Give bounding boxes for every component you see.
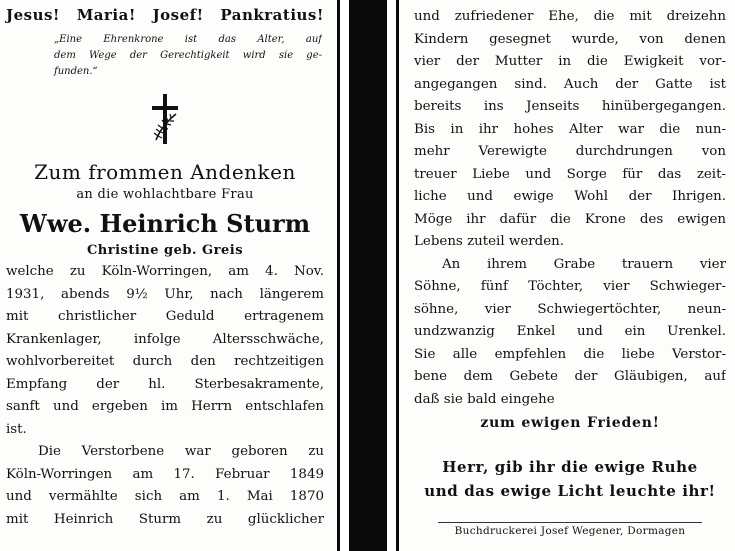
band-rule-left bbox=[337, 0, 340, 551]
title-dedication: an die wohlachtbare Frau bbox=[76, 187, 254, 202]
invocation-maria: Maria! bbox=[76, 6, 136, 24]
mourning-band bbox=[337, 0, 399, 551]
prayer-line: und das ewige Licht leuchte ihr! bbox=[424, 482, 716, 500]
text-line: daß sie bald eingehe bbox=[414, 391, 555, 407]
text-line: vier der Mutter in die Ewigkeit vor- bbox=[414, 54, 726, 69]
text-line: und vermählte sich am 1. Mai 1870 bbox=[6, 489, 324, 504]
text-line: liche und ewige Wohl der Ihrigen. bbox=[414, 189, 726, 204]
motto-line: „Eine Ehrenkrone ist das Alter, auf bbox=[54, 34, 322, 45]
motto-line: dem Wege der Gerechtigkeit wird sie ge- bbox=[54, 50, 322, 61]
header-invocation bbox=[6, 4, 324, 26]
text-line: angegangen sind. Auch der Gatte ist bbox=[414, 76, 726, 92]
text-line: Söhne, fünf Töchter, vier Schwieger- bbox=[414, 279, 726, 294]
text-line: Kindern gesegnet wurde, von denen bbox=[414, 31, 726, 47]
text-line: mehr Verewigte durchdrungen von bbox=[414, 144, 726, 159]
title-in-memory: Zum frommen Andenken bbox=[34, 160, 296, 184]
text-line: Lebens zuteil werden. bbox=[414, 234, 565, 249]
deceased-name: Wwe. Heinrich Sturm bbox=[19, 209, 311, 238]
band-core bbox=[349, 0, 387, 551]
text-line: söhne, vier Schwiegertöchter, neun- bbox=[414, 301, 726, 317]
band-rule-right bbox=[396, 0, 399, 551]
motto-line: funden.“ bbox=[54, 66, 98, 77]
invocation-josef: Josef! bbox=[152, 6, 204, 24]
text-line: Sie alle empfehlen die liebe Verstor- bbox=[414, 346, 726, 362]
biography-right bbox=[414, 6, 726, 411]
text-line: treuer Liebe und Sorge für das zeit- bbox=[414, 166, 726, 182]
text-line: welche zu Köln-Worringen, am 4. Nov. bbox=[6, 264, 324, 279]
text-line: Die Verstorbene war geboren zu bbox=[38, 444, 324, 459]
maiden-name: Christine geb. Greis bbox=[86, 243, 244, 258]
text-line: und zufriedener Ehe, die mit dreizehn bbox=[414, 9, 726, 24]
text-line: Empfang der hl. Sterbesakramente, bbox=[6, 376, 324, 392]
text-line: wohlvorbereitet durch den rechtzeitigen bbox=[6, 354, 324, 369]
text-line: Möge ihr dafür die Krone des ewigen bbox=[414, 211, 726, 227]
cross-icon bbox=[6, 94, 324, 144]
motto-quote bbox=[54, 32, 322, 80]
printer-imprint: Buchdruckerei Josef Wegener, Dormagen bbox=[438, 522, 702, 537]
text-line: mit christlicher Geduld ertragenem bbox=[6, 309, 324, 324]
biography-left bbox=[6, 261, 324, 531]
text-line: An ihrem Grabe trauern vier bbox=[442, 256, 726, 272]
text-line: sanft und ergeben im Herrn entschlafen bbox=[6, 399, 324, 414]
text-line: ist. bbox=[6, 421, 27, 437]
text-line: 1931, abends 9½ Uhr, nach längerem bbox=[6, 286, 324, 302]
right-column bbox=[414, 6, 726, 503]
text-line: bene dem Gebete der Gläubigen, auf bbox=[414, 369, 726, 384]
closing-prayer bbox=[414, 455, 726, 503]
text-line: undzwanzig Enkel und ein Urenkel. bbox=[414, 324, 726, 339]
text-line: Krankenlager, infolge Altersschwäche, bbox=[6, 331, 324, 347]
eternal-peace: zum ewigen Frieden! bbox=[480, 415, 660, 431]
text-line: Köln-Worringen am 17. Februar 1849 bbox=[6, 466, 324, 482]
invocation-pankratius: Pankratius! bbox=[220, 6, 324, 24]
invocation-jesus: Jesus! bbox=[6, 6, 61, 24]
prayer-line: Herr, gib ihr die ewige Ruhe bbox=[442, 458, 698, 476]
text-line: bereits ins Jenseits hinübergegangen. bbox=[414, 99, 726, 114]
left-column bbox=[6, 4, 324, 531]
text-line: Bis in ihr hohes Alter war die nun- bbox=[414, 121, 726, 137]
text-line: mit Heinrich Sturm zu glücklicher bbox=[6, 511, 324, 527]
